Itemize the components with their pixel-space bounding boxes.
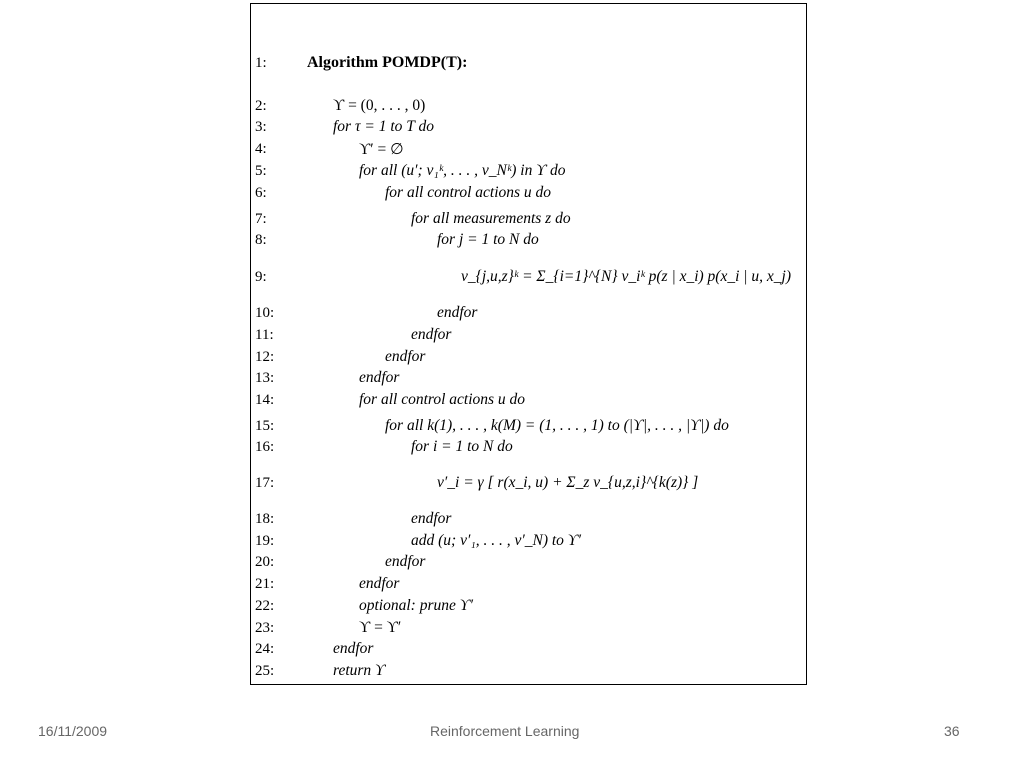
algo-line-22	[251, 595, 806, 617]
line-number: 3:	[255, 118, 267, 135]
line-number: 12:	[255, 348, 275, 365]
line-number: 14:	[255, 391, 275, 408]
algo-line-text: v′_i = γ [ r(x_i, u) + Σ_z v_{u,z,i}^{k(z)} ]	[437, 474, 699, 491]
algo-line-17	[251, 472, 806, 494]
algorithm-box	[250, 3, 807, 685]
line-number: 19:	[255, 532, 275, 549]
footer-date: 16/11/2009	[38, 723, 108, 739]
line-number: 10:	[255, 304, 275, 321]
algo-line-1	[251, 52, 806, 74]
algo-line-text: for τ = 1 to T do	[333, 118, 434, 135]
algo-line-10	[251, 302, 806, 324]
algo-line-text: v_{j,u,z}ᵏ = Σ_{i=1}^{N} v_iᵏ p(z | x_i) p(x_i | u, x_j)	[461, 268, 792, 285]
algo-line-text: add (u; v′₁, . . . , v′_N) to ϒ′	[411, 532, 582, 549]
line-number: 5:	[255, 162, 267, 179]
algo-line-text: endfor	[359, 575, 400, 592]
algo-line-18	[251, 508, 806, 530]
line-number: 9:	[255, 268, 267, 285]
algo-line-text: ϒ′ = ∅	[359, 140, 404, 158]
algo-line-12	[251, 346, 806, 368]
algo-line-text: for all (u′; v₁ᵏ, . . . , v_Nᵏ) in ϒ do	[359, 162, 566, 179]
algo-line-15	[251, 415, 806, 437]
line-number: 8:	[255, 231, 267, 248]
algo-line-11	[251, 324, 806, 346]
line-number: 4:	[255, 140, 267, 157]
algo-line-text: endfor	[411, 326, 452, 343]
algo-line-24	[251, 638, 806, 660]
algo-line-text: for all k(1), . . . , k(M) = (1, . . . , 1) to (|ϒ|, . . . , |ϒ|) do	[385, 417, 729, 434]
algo-line-4	[251, 138, 806, 160]
algo-line-16	[251, 436, 806, 458]
algo-line-21	[251, 573, 806, 595]
algo-line-19	[251, 530, 806, 552]
line-number: 23:	[255, 619, 275, 636]
line-number: 1:	[255, 54, 267, 71]
line-number: 11:	[255, 326, 274, 343]
algo-line-text: for i = 1 to N do	[411, 438, 513, 455]
line-number: 25:	[255, 662, 275, 679]
algo-line-20	[251, 551, 806, 573]
algo-line-14	[251, 389, 806, 411]
footer-title: Reinforcement Learning	[430, 723, 580, 739]
line-number: 7:	[255, 210, 267, 227]
algo-line-2	[251, 95, 806, 117]
line-number: 6:	[255, 184, 267, 201]
algo-line-text: endfor	[411, 510, 452, 527]
line-number: 15:	[255, 417, 275, 434]
line-number: 16:	[255, 438, 275, 455]
algo-line-text: endfor	[437, 304, 478, 321]
algo-line-text: for all control actions u do	[359, 391, 526, 408]
algo-line-23	[251, 617, 806, 639]
algo-line-text: endfor	[385, 348, 426, 365]
algo-line-text: endfor	[359, 369, 400, 386]
line-number: 13:	[255, 369, 275, 386]
algo-line-text: for j = 1 to N do	[437, 231, 539, 248]
algo-line-6	[251, 182, 806, 204]
line-number: 22:	[255, 597, 275, 614]
algo-line-text: optional: prune ϒ′	[359, 597, 473, 614]
algo-line-text: endfor	[385, 553, 426, 570]
algo-line-text: return ϒ	[333, 662, 385, 679]
footer-page-number: 36	[944, 723, 960, 739]
line-number: 2:	[255, 97, 267, 114]
algo-line-7	[251, 208, 806, 230]
algo-line-text: endfor	[333, 640, 374, 657]
algorithm-title: Algorithm POMDP(T):	[307, 54, 468, 71]
algo-line-13	[251, 367, 806, 389]
line-number: 18:	[255, 510, 275, 527]
algo-line-9	[251, 266, 806, 288]
algo-line-text: for all measurements z do	[411, 210, 571, 227]
line-number: 21:	[255, 575, 275, 592]
line-number: 24:	[255, 640, 275, 657]
algo-line-text: ϒ = ϒ′	[359, 619, 402, 636]
algo-line-3	[251, 116, 806, 138]
line-number: 20:	[255, 553, 275, 570]
algo-line-text: for all control actions u do	[385, 184, 552, 201]
algo-line-text: ϒ = (0, . . . , 0)	[333, 97, 426, 114]
algo-line-8	[251, 229, 806, 251]
algo-line-5	[251, 160, 806, 182]
line-number: 17:	[255, 474, 275, 491]
algo-line-25	[251, 660, 806, 682]
